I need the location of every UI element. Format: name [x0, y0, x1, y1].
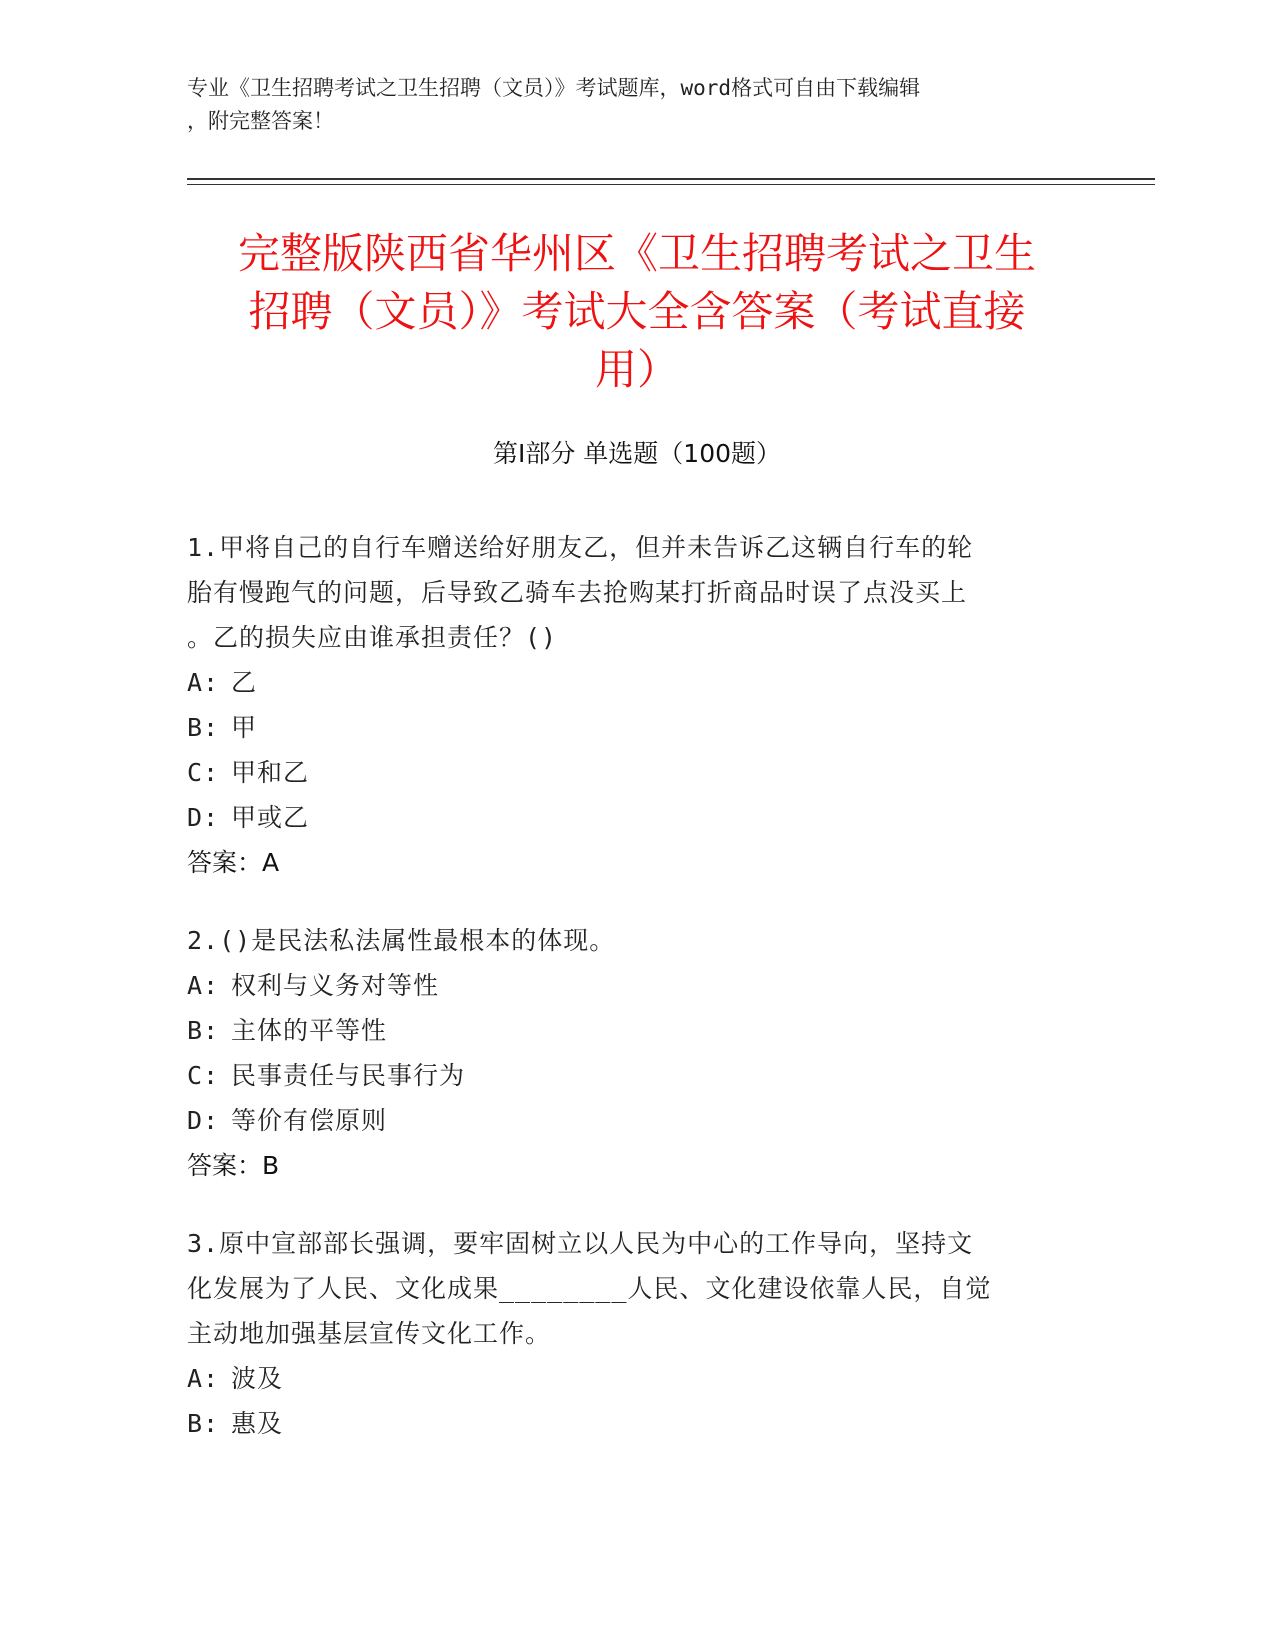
question-1 [187, 525, 1067, 886]
option-key: B: [187, 1016, 220, 1045]
option-b [187, 705, 1067, 750]
option-a [187, 963, 1067, 1008]
document-title-line-2: 招聘（文员）》考试大全含答案（考试直接 [248, 287, 1026, 336]
option-b [187, 1401, 1067, 1446]
option-key: B: [187, 1409, 220, 1438]
option-key: C: [187, 1061, 220, 1090]
option-key: D: [187, 1106, 220, 1135]
question-stem-line: 。乙的损失应由谁承担责任？() [187, 623, 558, 652]
option-text: 甲 [231, 713, 258, 742]
header-divider-thin [187, 184, 1155, 185]
option-d [187, 795, 1067, 840]
section-heading: 第Ⅰ部分 单选题（100题） [492, 439, 782, 468]
option-d [187, 1098, 1067, 1143]
option-c [187, 1053, 1067, 1098]
answer: 答案：A [187, 848, 280, 877]
header-note [187, 72, 1067, 138]
header-note-line-2: ，附完整答案！ [187, 109, 334, 133]
option-a [187, 660, 1067, 705]
option-key: A: [187, 971, 220, 1000]
option-text: 甲和乙 [231, 758, 310, 787]
option-key: A: [187, 1364, 220, 1393]
option-key: B: [187, 713, 220, 742]
question-2 [187, 918, 1067, 1189]
option-key: D: [187, 803, 220, 832]
option-b [187, 1008, 1067, 1053]
question-stem-line: 3.原中宣部部长强调，要牢固树立以人民为中心的工作导向，坚持文 [187, 1229, 974, 1258]
question-stem-line: 胎有慢跑气的问题，后导致乙骑车去抢购某打折商品时误了点没买上 [187, 578, 968, 607]
document-title-line-3: 用） [594, 345, 679, 394]
option-key: A: [187, 668, 220, 697]
option-text: 等价有偿原则 [231, 1106, 388, 1135]
option-text: 权利与义务对等性 [231, 971, 440, 1000]
question-list [187, 525, 1067, 1478]
question-stem-line: 化发展为了人民、文化成果________人民、文化建设依靠人民，自觉 [187, 1274, 992, 1303]
header-divider-thick [187, 178, 1155, 180]
option-text: 波及 [231, 1364, 284, 1393]
option-text: 惠及 [231, 1409, 284, 1438]
option-c [187, 750, 1067, 795]
option-key: C: [187, 758, 220, 787]
document-title-line-1: 完整版陕西省华州区《卫生招聘考试之卫生 [237, 229, 1036, 278]
question-stem-line: 1.甲将自己的自行车赠送给好朋友乙，但并未告诉乙这辆自行车的轮 [187, 533, 974, 562]
question-stem-line: 2.()是民法私法属性最根本的体现。 [187, 926, 616, 955]
header-note-line-1: 专业《卫生招聘考试之卫生招聘（文员）》考试题库，word格式可自由下载编辑 [187, 76, 921, 100]
question-stem-line: 主动地加强基层宣传文化工作。 [187, 1319, 552, 1348]
option-text: 甲或乙 [231, 803, 310, 832]
option-a [187, 1356, 1067, 1401]
question-3 [187, 1221, 1067, 1446]
document-title [187, 225, 1087, 399]
option-text: 民事责任与民事行为 [231, 1061, 466, 1090]
option-text: 乙 [231, 668, 258, 697]
answer: 答案：B [187, 1151, 280, 1180]
option-text: 主体的平等性 [231, 1016, 388, 1045]
